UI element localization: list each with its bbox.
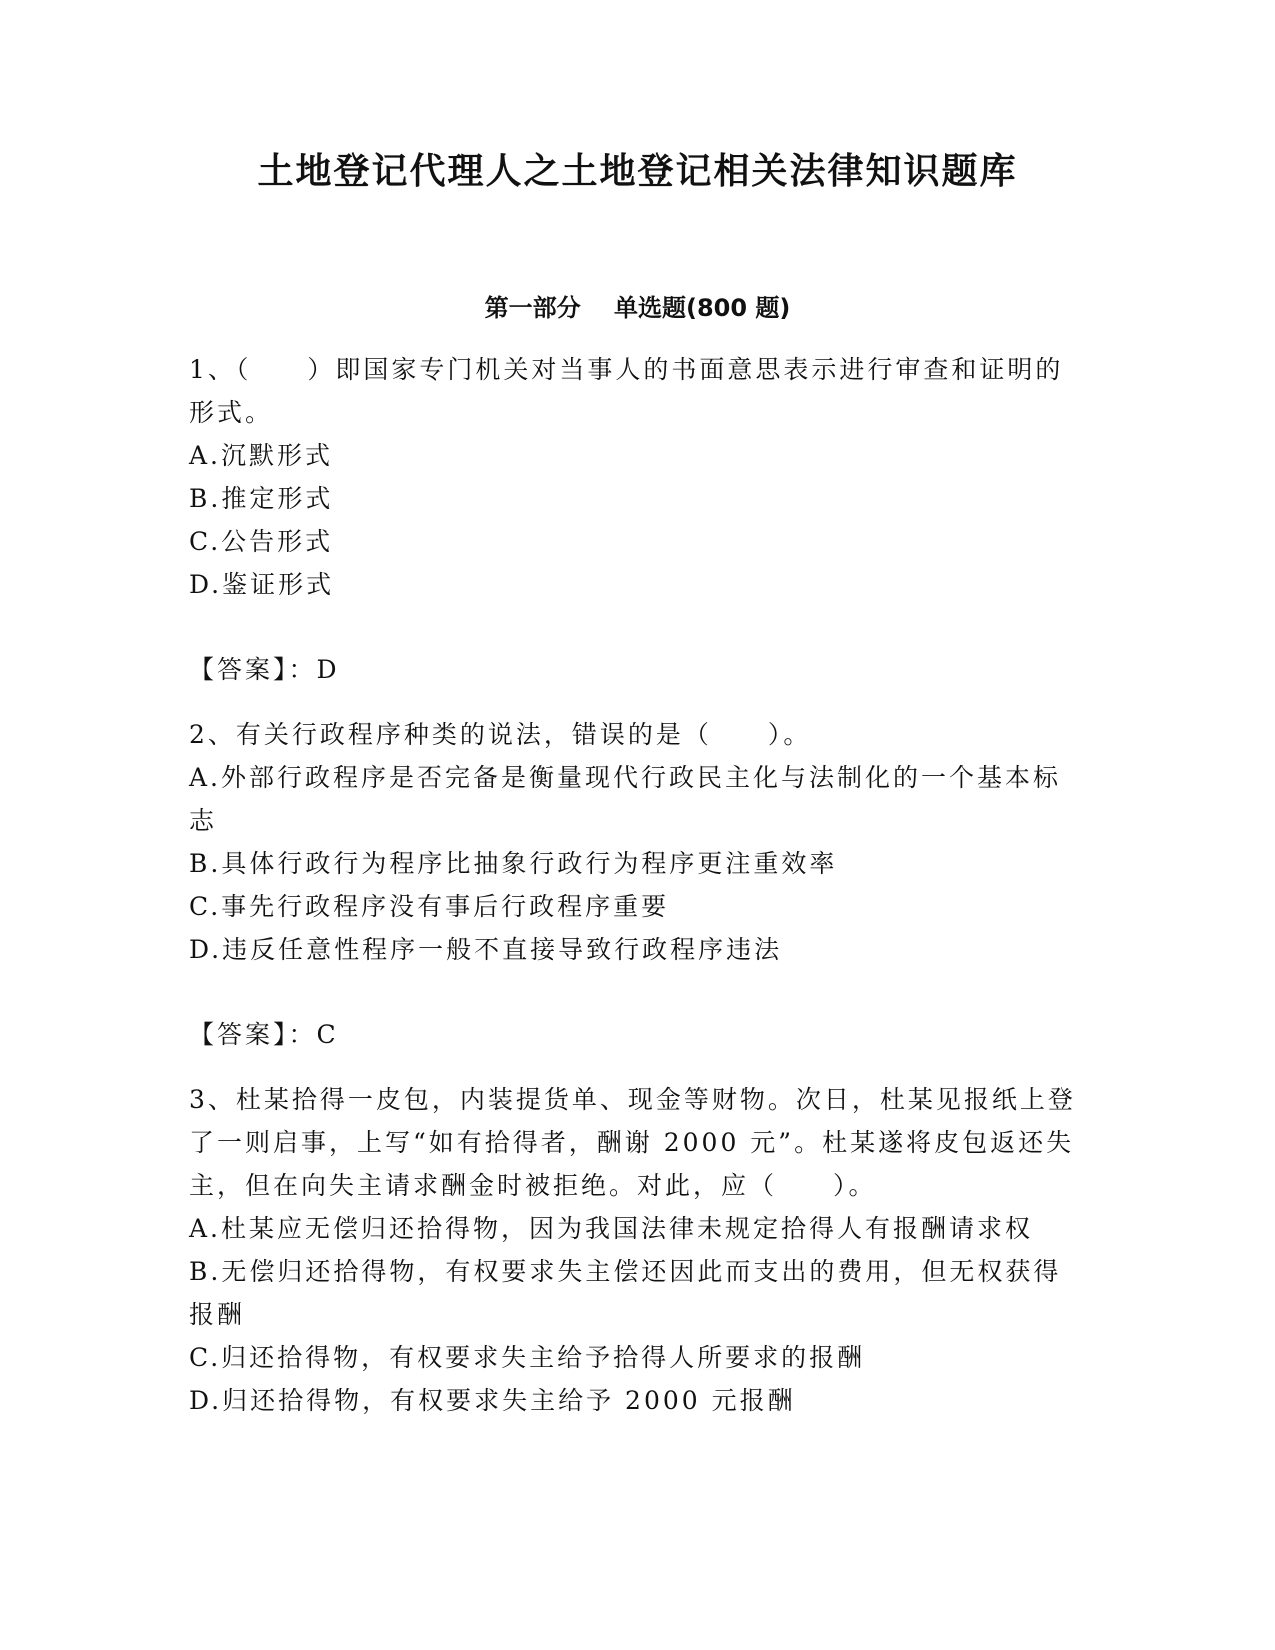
- option-a: A.外部行政程序是否完备是衡量现代行政民主化与法制化的一个基本标志: [189, 763, 1062, 835]
- question-stem: 3、杜某拾得一皮包，内装提货单、现金等财物。次日，杜某见报纸上登了一则启事，上写“如有拾得者，酬谢 2000 元”。杜某遂将皮包返还失主，但在向失主请求酬金时被拒绝。对此，应（ ）。: [189, 1085, 1076, 1200]
- option-d: D.鉴证形式: [189, 570, 335, 599]
- option-c: C.归还拾得物，有权要求失主给予拾得人所要求的报酬: [189, 1343, 866, 1372]
- section-heading: 第一部分 单选题(800 题): [484, 294, 791, 322]
- option-b: B.无偿归还拾得物，有权要求失主偿还因此而支出的费用，但无权获得报酬: [189, 1257, 1062, 1329]
- document-title: 土地登记代理人之土地登记相关法律知识题库: [257, 151, 1018, 192]
- option-a: A.杜某应无偿归还拾得物，因为我国法律未规定拾得人有报酬请求权: [189, 1214, 1034, 1243]
- option-c: C.事先行政程序没有事后行政程序重要: [189, 892, 670, 921]
- question-3: [189, 1078, 1079, 1422]
- question-list: [189, 348, 1079, 1422]
- question-2: [189, 713, 1079, 1056]
- question-1: [189, 348, 1079, 691]
- question-stem: 2、有关行政程序种类的说法，错误的是（ ）。: [189, 720, 812, 749]
- option-a: A.沉默形式: [189, 441, 334, 470]
- option-d: D.违反任意性程序一般不直接导致行政程序违法: [189, 935, 783, 964]
- option-d: D.归还拾得物，有权要求失主给予 2000 元报酬: [189, 1386, 796, 1415]
- answer-line: 【答案】：C: [189, 1020, 339, 1049]
- option-b: B.具体行政行为程序比抽象行政行为程序更注重效率: [189, 849, 838, 878]
- option-c: C.公告形式: [189, 527, 334, 556]
- option-b: B.推定形式: [189, 484, 334, 513]
- answer-line: 【答案】：D: [189, 655, 340, 684]
- question-stem: 1、（ ）即国家专门机关对当事人的书面意思表示进行审查和证明的形式。: [189, 355, 1064, 427]
